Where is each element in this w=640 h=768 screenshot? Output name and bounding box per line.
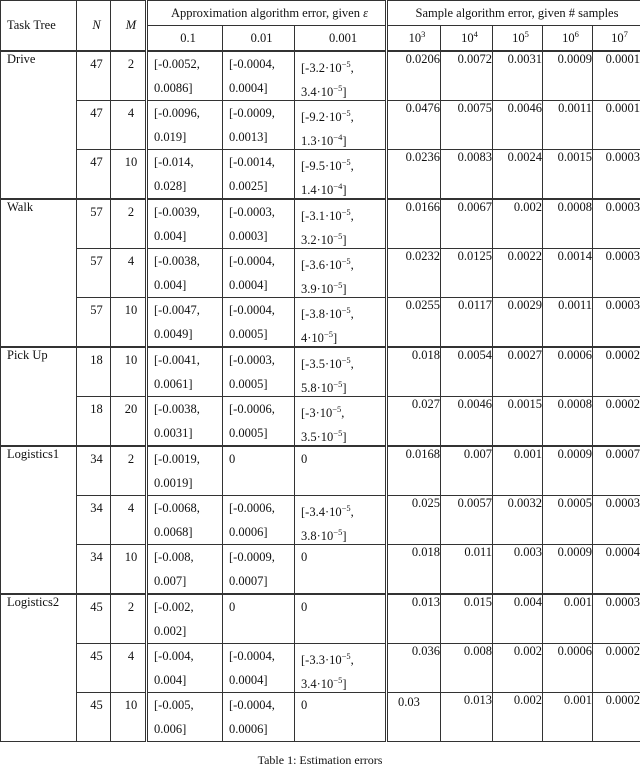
- interval-upper: 0.007]: [154, 569, 222, 593]
- sample-error-cell: 0.001: [493, 446, 543, 496]
- table-row: [1, 249, 640, 298]
- sample-error-cell: 0.03: [387, 693, 441, 742]
- interval-upper: [229, 471, 294, 495]
- approx-error-cell: [223, 347, 295, 397]
- approx-error-cell: [147, 199, 223, 249]
- interval-upper: $3.5\cdot 10^{-5}$]: [301, 421, 385, 445]
- interval-lower: [-0.005,: [154, 693, 222, 717]
- sample-error-cell: 0.0008: [543, 199, 593, 249]
- sample-error-cell: 0.0046: [493, 101, 543, 150]
- approx-error-cell: [223, 594, 295, 644]
- n-cell: 47: [77, 101, 111, 150]
- sample-error-cell: 0.0027: [493, 347, 543, 397]
- approx-error-cell: [295, 150, 387, 200]
- interval-upper: 0.0007]: [229, 569, 294, 593]
- sample-error-cell: 0.0024: [493, 150, 543, 200]
- n-cell: 57: [77, 199, 111, 249]
- sample-error-cell: 0.0232: [387, 249, 441, 298]
- approx-error-cell: [147, 51, 223, 101]
- sample-error-cell: 0.0002: [593, 397, 640, 447]
- interval-upper: $5.8\cdot 10^{-5}$]: [301, 372, 385, 396]
- sample-error-cell: 0.013: [387, 594, 441, 644]
- interval-upper: 0.004]: [154, 224, 222, 248]
- sample-error-cell: 0.036: [387, 644, 441, 693]
- interval-lower: [-0.0047,: [154, 298, 222, 322]
- table-row: [1, 101, 640, 150]
- n-cell: 57: [77, 298, 111, 348]
- header-eps-0: 0.1: [147, 26, 223, 52]
- table-row: [1, 347, 640, 397]
- sample-error-cell: 0.001: [543, 594, 593, 644]
- sample-error-cell: 0.0166: [387, 199, 441, 249]
- interval-lower: [$-3.2\cdot 10^{-5}$,: [301, 52, 385, 76]
- sample-error-cell: 0.0206: [387, 51, 441, 101]
- sample-error-cell: 0.0476: [387, 101, 441, 150]
- n-cell: 47: [77, 51, 111, 101]
- m-cell: 4: [111, 249, 147, 298]
- approx-error-cell: [295, 101, 387, 150]
- table-body: [1, 51, 640, 742]
- interval-upper: $1.4\cdot 10^{-4}$]: [301, 174, 385, 198]
- m-cell: 4: [111, 101, 147, 150]
- sample-error-cell: 0.0015: [493, 397, 543, 447]
- interval-lower: [-0.008,: [154, 545, 222, 569]
- interval-upper: 0.0004]: [229, 668, 294, 692]
- interval-upper: 0.0086]: [154, 76, 222, 100]
- n-cell: 34: [77, 446, 111, 496]
- sample-error-cell: 0.018: [387, 545, 441, 595]
- interval-lower: [-0.0052,: [154, 52, 222, 76]
- interval-upper: $3.8\cdot 10^{-5}$]: [301, 520, 385, 544]
- interval-upper: 0.006]: [154, 717, 222, 741]
- interval-lower: 0: [229, 447, 294, 471]
- sample-error-cell: 0.018: [387, 347, 441, 397]
- approx-error-cell: [223, 446, 295, 496]
- sample-error-cell: 0.0067: [441, 199, 493, 249]
- approx-error-cell: [147, 347, 223, 397]
- sample-error-cell: 0.0255: [387, 298, 441, 348]
- header-samples-2: [493, 26, 543, 52]
- interval-upper: 0.0006]: [229, 520, 294, 544]
- m-cell: 10: [111, 347, 147, 397]
- interval-lower: [-0.0068,: [154, 496, 222, 520]
- sample-error-cell: 0.0029: [493, 298, 543, 348]
- sample-error-cell: 0.0003: [593, 496, 640, 545]
- table-row: [1, 446, 640, 496]
- approx-error-cell: [147, 101, 223, 150]
- approx-error-cell: [223, 150, 295, 200]
- approx-error-cell: [147, 693, 223, 742]
- sample-error-cell: 0.008: [441, 644, 493, 693]
- interval-upper: 0.0004]: [229, 273, 294, 297]
- interval-lower: [-0.0039,: [154, 200, 222, 224]
- interval-upper: 0.0005]: [229, 322, 294, 346]
- interval-lower: [-0.0003,: [229, 348, 294, 372]
- sample-error-cell: 0.001: [543, 693, 593, 742]
- header-eps-1: 0.01: [223, 26, 295, 52]
- sample-error-cell: 0.0022: [493, 249, 543, 298]
- approx-error-cell: [295, 51, 387, 101]
- approx-error-cell: [147, 298, 223, 348]
- header-samples-exp: 5: [525, 29, 529, 39]
- m-cell: 10: [111, 150, 147, 200]
- interval-lower: [-0.0003,: [229, 200, 294, 224]
- approx-error-cell: [295, 496, 387, 545]
- interval-upper: 0.0005]: [229, 421, 294, 445]
- approx-error-cell: [147, 545, 223, 595]
- header-task-tree: Task Tree: [1, 1, 77, 52]
- header-samples-exp: 6: [575, 29, 579, 39]
- header-samples-exp: 3: [421, 29, 425, 39]
- interval-lower: 0: [301, 447, 385, 471]
- approx-error-cell: [147, 397, 223, 447]
- table-row: [1, 545, 640, 595]
- sample-error-cell: 0.0009: [543, 446, 593, 496]
- approx-error-cell: [147, 594, 223, 644]
- sample-error-cell: 0.0008: [543, 397, 593, 447]
- sample-error-cell: 0.025: [387, 496, 441, 545]
- m-cell: 20: [111, 397, 147, 447]
- n-cell: 45: [77, 644, 111, 693]
- sample-error-cell: 0.011: [441, 545, 493, 595]
- sample-error-cell: 0.003: [493, 545, 543, 595]
- approx-error-cell: [223, 101, 295, 150]
- sample-error-cell: 0.0046: [441, 397, 493, 447]
- approx-error-cell: [147, 644, 223, 693]
- sample-error-cell: 0.0001: [593, 101, 640, 150]
- m-cell: 2: [111, 51, 147, 101]
- sample-error-cell: 0.0005: [543, 496, 593, 545]
- approx-error-cell: [147, 150, 223, 200]
- sample-error-cell: 0.015: [441, 594, 493, 644]
- approx-error-cell: [223, 51, 295, 101]
- interval-upper: [301, 619, 385, 643]
- table-row: [1, 150, 640, 200]
- interval-upper: 0.0004]: [229, 76, 294, 100]
- m-cell: 4: [111, 496, 147, 545]
- approx-error-cell: [223, 644, 295, 693]
- sample-error-cell: 0.0002: [593, 693, 640, 742]
- interval-lower: [-0.0019,: [154, 447, 222, 471]
- approx-error-cell: [295, 298, 387, 348]
- interval-lower: [-0.0038,: [154, 397, 222, 421]
- sample-error-cell: 0.0014: [543, 249, 593, 298]
- m-cell: 2: [111, 199, 147, 249]
- header-approx-group: Approximation algorithm error, given ε: [147, 1, 387, 26]
- interval-upper: [301, 471, 385, 495]
- sample-error-cell: 0.002: [493, 644, 543, 693]
- sample-error-cell: 0.0003: [593, 249, 640, 298]
- header-n: N: [77, 1, 111, 52]
- task-tree-cell: Logistics1: [1, 446, 77, 594]
- table-row: [1, 51, 640, 101]
- interval-upper: 0.0005]: [229, 372, 294, 396]
- interval-lower: [-0.0004,: [229, 249, 294, 273]
- interval-lower: 0: [301, 545, 385, 569]
- approx-error-cell: [295, 199, 387, 249]
- n-cell: 45: [77, 693, 111, 742]
- sample-error-cell: 0.0002: [593, 347, 640, 397]
- table-row: [1, 693, 640, 742]
- approx-error-cell: [147, 249, 223, 298]
- n-cell: 47: [77, 150, 111, 200]
- sample-error-cell: 0.0003: [593, 150, 640, 200]
- interval-lower: [-0.0041,: [154, 348, 222, 372]
- sample-error-cell: 0.0006: [543, 644, 593, 693]
- interval-upper: 0.028]: [154, 174, 222, 198]
- interval-upper: $3.2\cdot 10^{-5}$]: [301, 224, 385, 248]
- interval-lower: [-0.014,: [154, 150, 222, 174]
- interval-lower: [$-3.5\cdot 10^{-5}$,: [301, 348, 385, 372]
- approx-error-cell: [223, 199, 295, 249]
- approx-error-cell: [295, 693, 387, 742]
- interval-upper: $3.4\cdot 10^{-5}$]: [301, 76, 385, 100]
- m-cell: 2: [111, 594, 147, 644]
- interval-upper: [229, 619, 294, 643]
- approx-error-cell: [223, 496, 295, 545]
- sample-error-cell: 0.002: [493, 693, 543, 742]
- approx-error-cell: [223, 298, 295, 348]
- header-samples-1: [441, 26, 493, 52]
- interval-upper: $4\cdot 10^{-5}$]: [301, 322, 385, 346]
- m-cell: 4: [111, 644, 147, 693]
- sample-error-cell: 0.0009: [543, 545, 593, 595]
- interval-upper: $3.9\cdot 10^{-5}$]: [301, 273, 385, 297]
- approx-error-cell: [295, 644, 387, 693]
- sample-error-cell: 0.0015: [543, 150, 593, 200]
- sample-error-cell: 0.0011: [543, 298, 593, 348]
- header-samples-base: 10: [512, 32, 525, 46]
- interval-lower: 0: [229, 595, 294, 619]
- n-cell: 57: [77, 249, 111, 298]
- approx-error-cell: [295, 397, 387, 447]
- header-samples-exp: 4: [474, 29, 478, 39]
- interval-upper: 0.0061]: [154, 372, 222, 396]
- interval-lower: [-0.0096,: [154, 101, 222, 125]
- header-samples-exp: 7: [624, 29, 628, 39]
- header-samples-base: 10: [562, 32, 575, 46]
- sample-error-cell: 0.0054: [441, 347, 493, 397]
- n-cell: 18: [77, 397, 111, 447]
- n-cell: 45: [77, 594, 111, 644]
- approx-error-cell: [223, 693, 295, 742]
- approx-error-cell: [223, 397, 295, 447]
- interval-lower: [-0.0006,: [229, 397, 294, 421]
- interval-upper: 0.004]: [154, 273, 222, 297]
- sample-error-cell: 0.0002: [593, 644, 640, 693]
- header-samples-base: 10: [611, 32, 624, 46]
- sample-error-cell: 0.0125: [441, 249, 493, 298]
- interval-upper: 0.004]: [154, 668, 222, 692]
- approx-error-cell: [295, 249, 387, 298]
- interval-lower: [-0.004,: [154, 644, 222, 668]
- table-row: [1, 397, 640, 447]
- interval-upper: 0.0031]: [154, 421, 222, 445]
- m-cell: 10: [111, 693, 147, 742]
- interval-upper: $3.4\cdot 10^{-5}$]: [301, 668, 385, 692]
- sample-error-cell: 0.0075: [441, 101, 493, 150]
- sample-error-cell: 0.0001: [593, 51, 640, 101]
- m-cell: 2: [111, 446, 147, 496]
- approx-error-cell: [147, 496, 223, 545]
- approx-error-cell: [295, 347, 387, 397]
- sample-error-cell: 0.0009: [543, 51, 593, 101]
- interval-upper: 0.0003]: [229, 224, 294, 248]
- interval-lower: [$-3.3\cdot 10^{-5}$,: [301, 644, 385, 668]
- interval-lower: [-0.0004,: [229, 298, 294, 322]
- m-cell: 10: [111, 298, 147, 348]
- n-cell: 34: [77, 545, 111, 595]
- task-tree-cell: Logistics2: [1, 594, 77, 742]
- interval-lower: 0: [301, 693, 385, 717]
- sample-error-cell: 0.0011: [543, 101, 593, 150]
- sample-error-cell: 0.0003: [593, 298, 640, 348]
- interval-lower: [$-3.1\cdot 10^{-5}$,: [301, 200, 385, 224]
- header-samples-4: [593, 26, 640, 52]
- interval-upper: 0.0013]: [229, 125, 294, 149]
- n-cell: 34: [77, 496, 111, 545]
- sample-error-cell: 0.013: [441, 693, 493, 742]
- sample-error-cell: 0.0003: [593, 199, 640, 249]
- sample-error-cell: 0.007: [441, 446, 493, 496]
- approx-error-cell: [295, 594, 387, 644]
- header-sample-group: Sample algorithm error, given # samples: [387, 1, 640, 26]
- interval-upper: 0.019]: [154, 125, 222, 149]
- interval-upper: [301, 717, 385, 741]
- interval-upper: 0.0006]: [229, 717, 294, 741]
- header-samples-3: [543, 26, 593, 52]
- interval-lower: [-0.0038,: [154, 249, 222, 273]
- sample-error-cell: 0.0007: [593, 446, 640, 496]
- approx-error-cell: [223, 545, 295, 595]
- interval-lower: [$-9.2\cdot 10^{-5}$,: [301, 101, 385, 125]
- interval-lower: [-0.0004,: [229, 693, 294, 717]
- table-caption: Table 1: Estimation errors: [0, 753, 640, 768]
- approx-error-cell: [147, 446, 223, 496]
- header-samples-base: 10: [461, 32, 474, 46]
- interval-upper: 0.0019]: [154, 471, 222, 495]
- interval-upper: [301, 569, 385, 593]
- interval-upper: 0.0025]: [229, 174, 294, 198]
- sample-error-cell: 0.0031: [493, 51, 543, 101]
- interval-lower: [$-3.6\cdot 10^{-5}$,: [301, 249, 385, 273]
- header-samples-base: 10: [409, 32, 422, 46]
- sample-error-cell: 0.0057: [441, 496, 493, 545]
- approx-error-cell: [223, 249, 295, 298]
- table-row: [1, 298, 640, 348]
- sample-error-cell: 0.027: [387, 397, 441, 447]
- interval-upper: 0.002]: [154, 619, 222, 643]
- header-samples-0: [387, 26, 441, 52]
- sample-error-cell: 0.0083: [441, 150, 493, 200]
- interval-lower: [$-3.8\cdot 10^{-5}$,: [301, 298, 385, 322]
- sample-error-cell: 0.0032: [493, 496, 543, 545]
- interval-upper: $1.3\cdot 10^{-4}$]: [301, 125, 385, 149]
- interval-lower: [$-3\cdot 10^{-5}$,: [301, 397, 385, 421]
- sample-error-cell: 0.0072: [441, 51, 493, 101]
- interval-lower: [-0.0014,: [229, 150, 294, 174]
- sample-error-cell: 0.002: [493, 199, 543, 249]
- interval-lower: [-0.0004,: [229, 52, 294, 76]
- table-row: [1, 496, 640, 545]
- m-cell: 10: [111, 545, 147, 595]
- approx-error-cell: [295, 446, 387, 496]
- sample-error-cell: 0.0168: [387, 446, 441, 496]
- header-eps-2: 0.001: [295, 26, 387, 52]
- task-tree-cell: Walk: [1, 199, 77, 347]
- sample-error-cell: 0.004: [493, 594, 543, 644]
- task-tree-cell: Pick Up: [1, 347, 77, 446]
- sample-error-cell: 0.0117: [441, 298, 493, 348]
- table-row: [1, 644, 640, 693]
- n-cell: 18: [77, 347, 111, 397]
- interval-lower: [-0.0004,: [229, 644, 294, 668]
- sample-error-cell: 0.0236: [387, 150, 441, 200]
- task-tree-cell: Drive: [1, 51, 77, 199]
- header-m: M: [111, 1, 147, 52]
- interval-lower: [-0.0009,: [229, 101, 294, 125]
- interval-lower: [-0.0009,: [229, 545, 294, 569]
- table-row: [1, 199, 640, 249]
- sample-error-cell: 0.0004: [593, 545, 640, 595]
- sample-error-cell: 0.0006: [543, 347, 593, 397]
- interval-lower: [-0.0006,: [229, 496, 294, 520]
- interval-lower: [$-3.4\cdot 10^{-5}$,: [301, 496, 385, 520]
- sample-error-cell: 0.0003: [593, 594, 640, 644]
- interval-lower: 0: [301, 595, 385, 619]
- interval-upper: 0.0068]: [154, 520, 222, 544]
- approx-error-cell: [295, 545, 387, 595]
- table-row: [1, 594, 640, 644]
- interval-lower: [-0.002,: [154, 595, 222, 619]
- interval-lower: [$-9.5\cdot 10^{-5}$,: [301, 150, 385, 174]
- interval-upper: 0.0049]: [154, 322, 222, 346]
